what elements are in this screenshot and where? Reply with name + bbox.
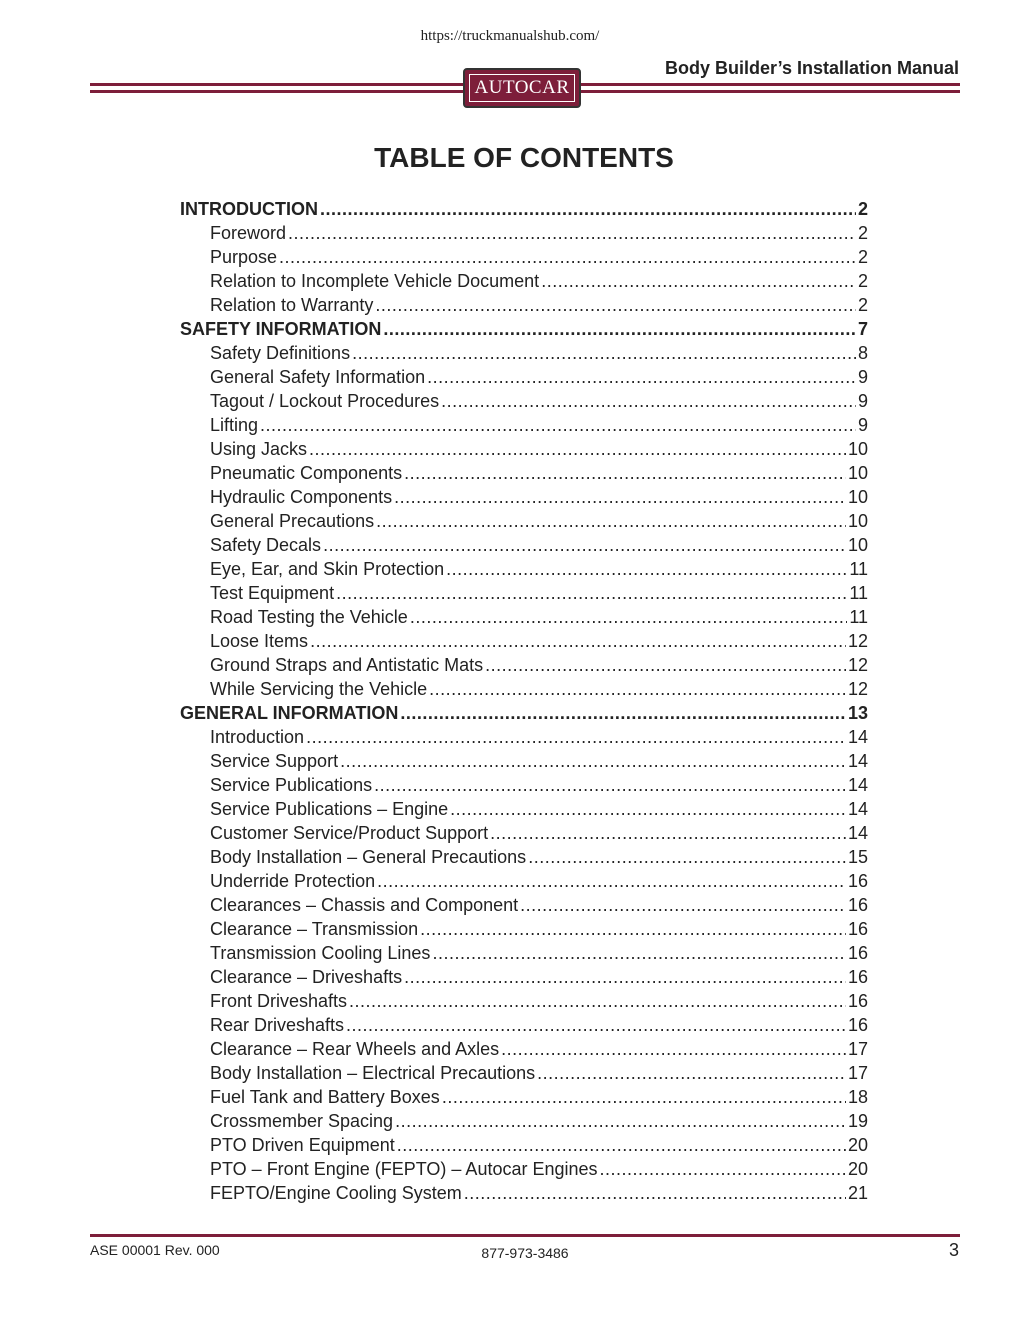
toc-entry-label: Front Driveshafts — [210, 991, 348, 1011]
toc-entry[interactable] — [180, 941, 868, 965]
toc-entry[interactable] — [180, 629, 868, 653]
toc-section-entry[interactable] — [180, 197, 868, 221]
toc-entry[interactable] — [180, 509, 868, 533]
toc-entry-page: 9 — [857, 391, 868, 411]
toc-dot-leader — [310, 629, 846, 653]
toc-dot-leader — [446, 557, 847, 581]
toc-entry[interactable] — [180, 1085, 868, 1109]
toc-dot-leader — [441, 389, 856, 413]
toc-entry-page: 17 — [847, 1063, 868, 1083]
toc-entry-page: 16 — [847, 943, 868, 963]
toc-dot-leader — [410, 605, 848, 629]
toc-entry[interactable] — [180, 869, 868, 893]
toc-entry-page: 21 — [847, 1183, 868, 1203]
toc-entry-label: General Precautions — [210, 511, 375, 531]
toc-entry-label: Clearance – Transmission — [210, 919, 419, 939]
toc-entry-page: 20 — [847, 1135, 868, 1155]
toc-entry[interactable] — [180, 485, 868, 509]
toc-entry-page: 15 — [847, 847, 868, 867]
toc-dot-leader — [394, 485, 846, 509]
toc-entry-label: Clearances – Chassis and Component — [210, 895, 519, 915]
toc-entry[interactable] — [180, 365, 868, 389]
toc-entry-page: 14 — [847, 751, 868, 771]
toc-dot-leader — [404, 461, 846, 485]
logo-text: AUTOCAR — [469, 74, 575, 102]
toc-entry[interactable] — [180, 245, 868, 269]
toc-entry-label: Purpose — [210, 247, 278, 267]
toc-entry-page: 16 — [847, 991, 868, 1011]
toc-entry-label: Clearance – Driveshafts — [210, 967, 403, 987]
toc-entry-page: 10 — [847, 487, 868, 507]
toc-section-entry[interactable] — [180, 317, 868, 341]
toc-entry[interactable] — [180, 989, 868, 1013]
toc-dot-leader — [383, 317, 856, 341]
toc-entry[interactable] — [180, 581, 868, 605]
toc-entry[interactable] — [180, 1157, 868, 1181]
toc-dot-leader — [336, 581, 847, 605]
toc-entry-page: 16 — [847, 871, 868, 891]
toc-entry[interactable] — [180, 461, 868, 485]
toc-entry[interactable] — [180, 677, 868, 701]
toc-entry-page: 19 — [847, 1111, 868, 1131]
toc-dot-leader — [260, 413, 856, 437]
toc-entry-page: 9 — [857, 415, 868, 435]
toc-entry-page: 12 — [847, 631, 868, 651]
toc-entry-label: SAFETY INFORMATION — [180, 319, 382, 339]
toc-dot-leader — [400, 701, 846, 725]
toc-entry[interactable] — [180, 749, 868, 773]
toc-entry-label: Tagout / Lockout Procedures — [210, 391, 440, 411]
toc-entry[interactable] — [180, 965, 868, 989]
toc-entry-label: While Servicing the Vehicle — [210, 679, 428, 699]
toc-entry-label: Crossmember Spacing — [210, 1111, 394, 1131]
footer-phone: 877-973-3486 — [481, 1245, 569, 1261]
toc-dot-leader — [427, 365, 856, 389]
toc-entry-page: 11 — [849, 559, 868, 579]
toc-entry-label: Introduction — [210, 727, 305, 747]
toc-dot-leader — [442, 1085, 846, 1109]
toc-entry-label: Safety Definitions — [210, 343, 351, 363]
toc-entry-label: Using Jacks — [210, 439, 308, 459]
toc-entry-page: 11 — [849, 607, 868, 627]
toc-dot-leader — [420, 917, 846, 941]
toc-entry[interactable] — [180, 1013, 868, 1037]
toc-entry-label: General Safety Information — [210, 367, 426, 387]
toc-dot-leader — [404, 965, 846, 989]
toc-entry-label: Lifting — [210, 415, 259, 435]
toc-entry[interactable] — [180, 557, 868, 581]
toc-entry[interactable] — [180, 437, 868, 461]
toc-entry-page: 14 — [847, 775, 868, 795]
toc-entry-label: Underride Protection — [210, 871, 376, 891]
toc-entry-label: PTO Driven Equipment — [210, 1135, 395, 1155]
toc-entry-page: 2 — [857, 223, 868, 243]
toc-dot-leader — [323, 533, 846, 557]
toc-entry[interactable] — [180, 1133, 868, 1157]
toc-dot-leader — [464, 1181, 846, 1205]
toc-entry-page: 20 — [847, 1159, 868, 1179]
toc-entry-page: 16 — [847, 919, 868, 939]
toc-entry-page: 2 — [857, 295, 868, 315]
toc-entry-page: 2 — [857, 271, 868, 291]
toc-entry-label: Safety Decals — [210, 535, 322, 555]
toc-dot-leader — [377, 869, 846, 893]
toc-entry-page: 10 — [847, 511, 868, 531]
toc-entry-label: Service Publications – Engine — [210, 799, 449, 819]
toc-entry-label: Transmission Cooling Lines — [210, 943, 431, 963]
toc-entry[interactable] — [180, 293, 868, 317]
toc-entry-page: 9 — [857, 367, 868, 387]
page-title: TABLE OF CONTENTS — [374, 142, 674, 173]
manual-title: Body Builder’s Installation Manual — [664, 58, 959, 78]
toc-entry[interactable] — [180, 845, 868, 869]
toc-entry[interactable] — [180, 605, 868, 629]
toc-entry-page: 8 — [857, 343, 868, 363]
toc-entry[interactable] — [180, 797, 868, 821]
toc-entry-label: Relation to Warranty — [210, 295, 374, 315]
toc-dot-leader — [490, 821, 846, 845]
toc-entry-page: 10 — [847, 463, 868, 483]
toc-entry-label: PTO – Front Engine (FEPTO) – Autocar Engines — [210, 1159, 598, 1179]
toc-entry-label: Loose Items — [210, 631, 309, 651]
toc-entry[interactable] — [180, 1109, 868, 1133]
toc-dot-leader — [432, 941, 846, 965]
footer-rule — [90, 1234, 960, 1237]
toc-entry[interactable] — [180, 1181, 868, 1205]
toc-dot-leader — [376, 509, 846, 533]
toc-dot-leader — [541, 269, 856, 293]
toc-entry-label: Fuel Tank and Battery Boxes — [210, 1087, 440, 1107]
toc-entry-page: 2 — [857, 247, 868, 267]
toc-entry-label: Hydraulic Components — [210, 487, 393, 507]
toc-entry-page: 10 — [847, 535, 868, 555]
autocar-logo — [463, 68, 581, 108]
toc-dot-leader — [352, 341, 856, 365]
header-url: https://truckmanualshub.com/ — [420, 28, 600, 44]
toc-dot-leader — [450, 797, 846, 821]
toc-entry-label: FEPTO/Engine Cooling System — [210, 1183, 462, 1203]
toc-dot-leader — [374, 773, 846, 797]
toc-dot-leader — [340, 749, 846, 773]
toc-entry-label: Foreword — [210, 223, 287, 243]
toc-entry-page: 14 — [847, 823, 868, 843]
toc-entry-label: Ground Straps and Antistatic Mats — [210, 655, 484, 675]
toc-entry-page: 14 — [847, 727, 868, 747]
toc-entry[interactable] — [180, 413, 868, 437]
toc-entry[interactable] — [180, 821, 868, 845]
toc-entry-page: 16 — [847, 967, 868, 987]
toc-entry-page: 14 — [847, 799, 868, 819]
toc-dot-leader — [501, 1037, 846, 1061]
toc-entry[interactable] — [180, 1037, 868, 1061]
toc-entry-label: Body Installation – General Precautions — [210, 847, 527, 867]
toc-entry[interactable] — [180, 269, 868, 293]
toc-entry-label: Eye, Ear, and Skin Protection — [210, 559, 445, 579]
toc-dot-leader — [537, 1061, 846, 1085]
toc-entry-label: Body Installation – Electrical Precautions — [210, 1063, 536, 1083]
toc-entry-label: Rear Driveshafts — [210, 1015, 345, 1035]
toc-entry-page: 2 — [857, 199, 868, 219]
footer-page-number: 3 — [948, 1240, 959, 1260]
toc-dot-leader — [375, 293, 856, 317]
toc-entry[interactable] — [180, 893, 868, 917]
toc-entry-label: Pneumatic Components — [210, 463, 403, 483]
toc-entry[interactable] — [180, 533, 868, 557]
toc-dot-leader — [320, 197, 856, 221]
toc-entry-label: Clearance – Rear Wheels and Axles — [210, 1039, 500, 1059]
toc-entry-label: Road Testing the Vehicle — [210, 607, 408, 627]
toc-dot-leader — [485, 653, 846, 677]
toc-entry-page: 10 — [847, 439, 868, 459]
toc-entry-page: 16 — [847, 895, 868, 915]
toc-entry-page: 7 — [857, 319, 868, 339]
toc-dot-leader — [306, 725, 846, 749]
toc-entry-page: 12 — [847, 679, 868, 699]
toc-entry[interactable] — [180, 773, 868, 797]
toc-dot-leader — [600, 1157, 846, 1181]
toc-dot-leader — [349, 989, 846, 1013]
toc-entry-page: 12 — [847, 655, 868, 675]
toc-entry-label: Service Support — [210, 751, 339, 771]
toc-entry[interactable] — [180, 653, 868, 677]
toc-entry-page: 11 — [849, 583, 868, 603]
toc-section-entry[interactable] — [180, 701, 868, 725]
toc-entry[interactable] — [180, 341, 868, 365]
toc-entry[interactable] — [180, 1061, 868, 1085]
table-of-contents — [180, 197, 868, 1205]
toc-entry-page: 18 — [847, 1087, 868, 1107]
toc-entry-label: GENERAL INFORMATION — [180, 703, 399, 723]
toc-entry[interactable] — [180, 221, 868, 245]
toc-entry-label: Customer Service/Product Support — [210, 823, 489, 843]
toc-entry-label: Service Publications — [210, 775, 373, 795]
footer-doc-number: ASE 00001 Rev. 000 — [90, 1242, 220, 1258]
toc-entry-label: INTRODUCTION — [180, 199, 318, 219]
toc-dot-leader — [520, 893, 846, 917]
toc-dot-leader — [429, 677, 846, 701]
toc-entry-page: 16 — [847, 1015, 868, 1035]
toc-entry[interactable] — [180, 389, 868, 413]
toc-dot-leader — [309, 437, 846, 461]
toc-entry-page: 13 — [847, 703, 868, 723]
toc-entry[interactable] — [180, 725, 868, 749]
toc-dot-leader — [528, 845, 846, 869]
toc-dot-leader — [397, 1133, 846, 1157]
toc-entry-page: 17 — [847, 1039, 868, 1059]
toc-dot-leader — [346, 1013, 846, 1037]
toc-entry[interactable] — [180, 917, 868, 941]
toc-dot-leader — [279, 245, 856, 269]
toc-entry-label: Test Equipment — [210, 583, 335, 603]
toc-entry-label: Relation to Incomplete Vehicle Document — [210, 271, 540, 291]
toc-dot-leader — [288, 221, 856, 245]
toc-dot-leader — [395, 1109, 846, 1133]
